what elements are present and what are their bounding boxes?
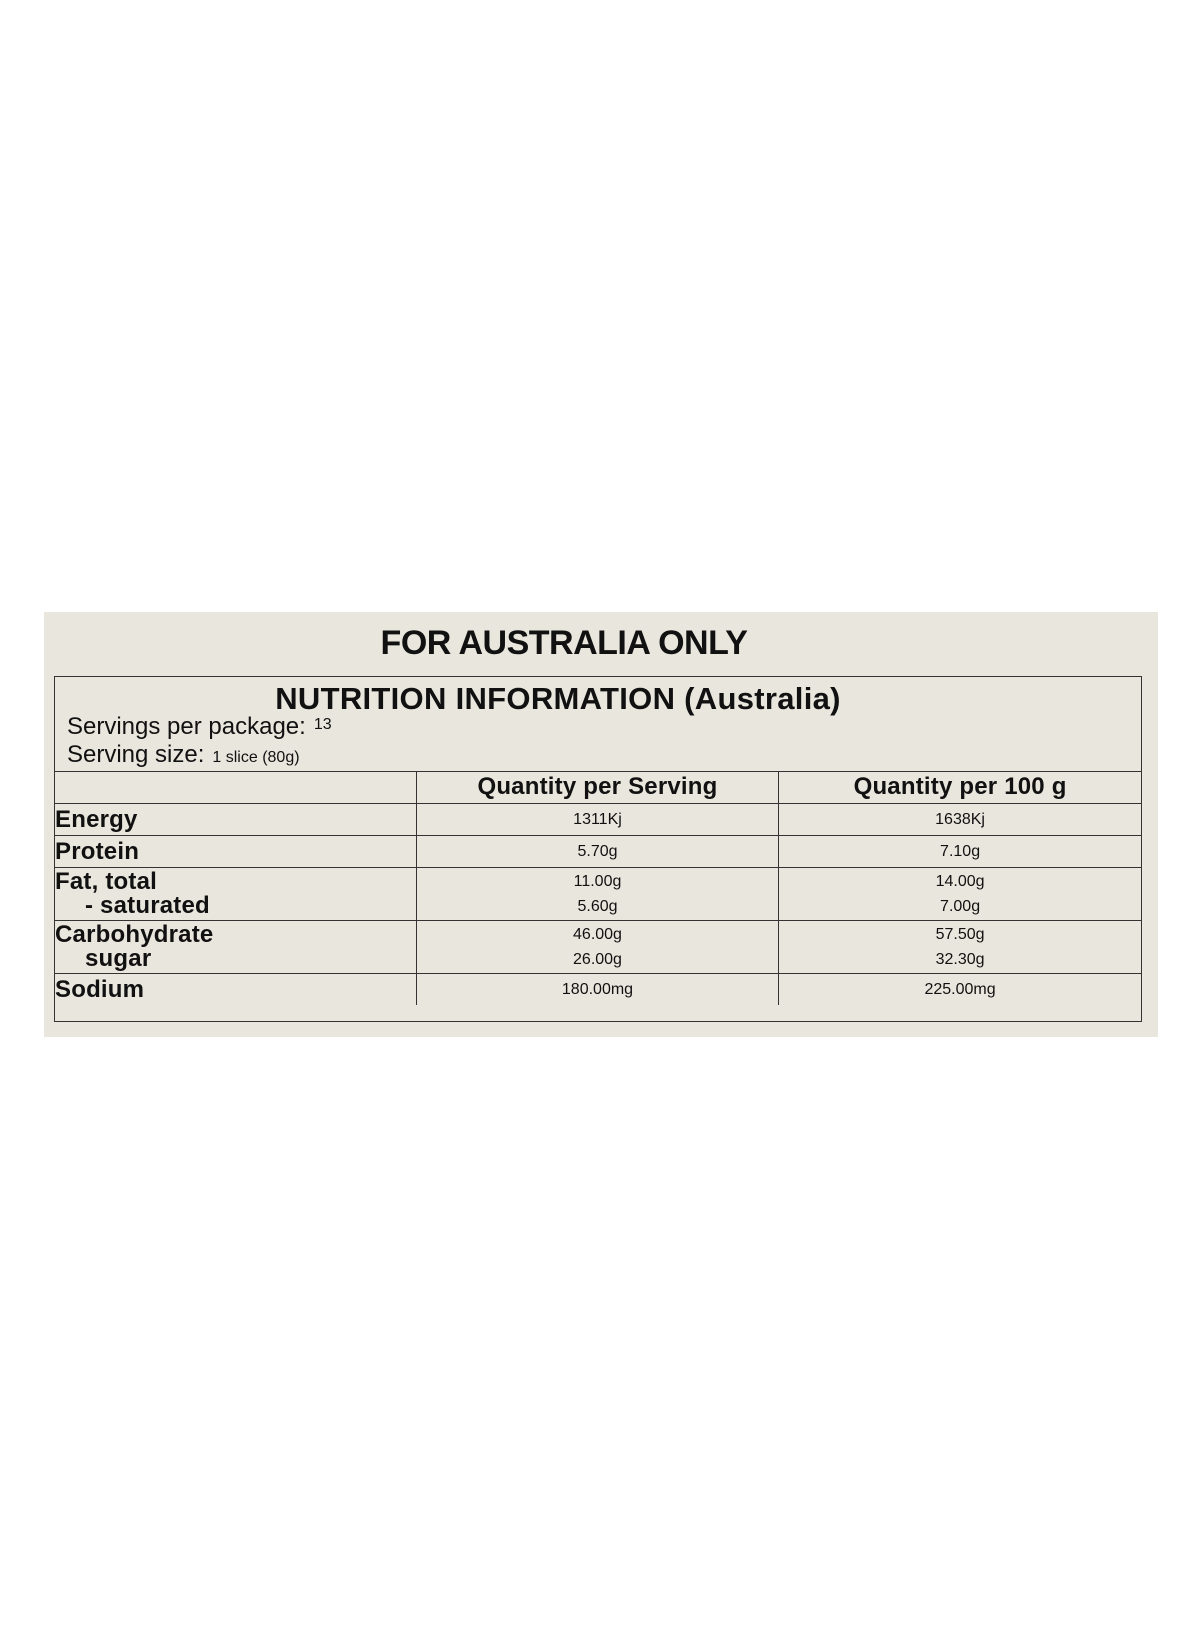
- nutrient-name: Fat, total: [55, 868, 157, 895]
- nutrient-subname: sugar: [85, 945, 152, 972]
- servings-value: 13: [313, 716, 332, 733]
- table-row: [55, 868, 1141, 921]
- nutrition-panel: [44, 612, 1158, 1037]
- per-100g-cell: [779, 921, 1141, 974]
- servings-per-package: [67, 713, 332, 741]
- nutrient-name: Energy: [55, 804, 416, 836]
- per-100g-value: 1638Kj: [779, 804, 1141, 836]
- region-heading: FOR AUSTRALIA ONLY: [380, 624, 748, 662]
- per-serving-value: 11.00g: [573, 873, 622, 890]
- per-serving-value: 46.00g: [573, 926, 622, 943]
- per-100g-value: 225.00mg: [779, 974, 1141, 1006]
- per-serving-sub-value: 26.00g: [573, 951, 622, 968]
- per-serving-value: 180.00mg: [416, 974, 778, 1006]
- column-header-per-100g: Quantity per 100 g: [779, 771, 1141, 804]
- nutrient-name: Protein: [55, 836, 416, 868]
- per-serving-value: 1311Kj: [416, 804, 778, 836]
- column-header-per-serving: Quantity per Serving: [416, 771, 778, 804]
- per-100g-sub-value: 32.30g: [935, 951, 985, 968]
- nutrient-name-cell: [55, 921, 416, 974]
- column-header-nutrient: [55, 771, 416, 804]
- table-row: [55, 804, 1141, 836]
- nutrient-name: Sodium: [55, 974, 416, 1006]
- per-100g-cell: [779, 868, 1141, 921]
- nutrient-subname: - saturated: [85, 892, 210, 919]
- servings-label: Servings per package:: [67, 713, 306, 740]
- per-100g-sub-value: 7.00g: [940, 898, 981, 915]
- nutrition-label: [54, 676, 1142, 1022]
- per-serving-cell: [416, 921, 778, 974]
- serving-size: [67, 741, 300, 769]
- table-row: [55, 836, 1141, 868]
- per-100g-value: 14.00g: [935, 873, 985, 890]
- per-serving-sub-value: 5.60g: [577, 898, 618, 915]
- per-serving-cell: [416, 868, 778, 921]
- nutrient-name: Carbohydrate: [55, 921, 214, 948]
- table-header-row: [55, 771, 1141, 804]
- nutrition-table: [55, 771, 1141, 1005]
- serving-size-value: 1 slice (80g): [212, 749, 300, 766]
- serving-size-label: Serving size:: [67, 741, 205, 768]
- nutrition-title: NUTRITION INFORMATION (Australia): [275, 681, 841, 716]
- per-100g-value: 7.10g: [779, 836, 1141, 868]
- table-row: [55, 974, 1141, 1006]
- nutrition-header: [55, 677, 1141, 772]
- nutrient-name-cell: [55, 868, 416, 921]
- per-100g-value: 57.50g: [935, 926, 985, 943]
- table-row: [55, 921, 1141, 974]
- per-serving-value: 5.70g: [416, 836, 778, 868]
